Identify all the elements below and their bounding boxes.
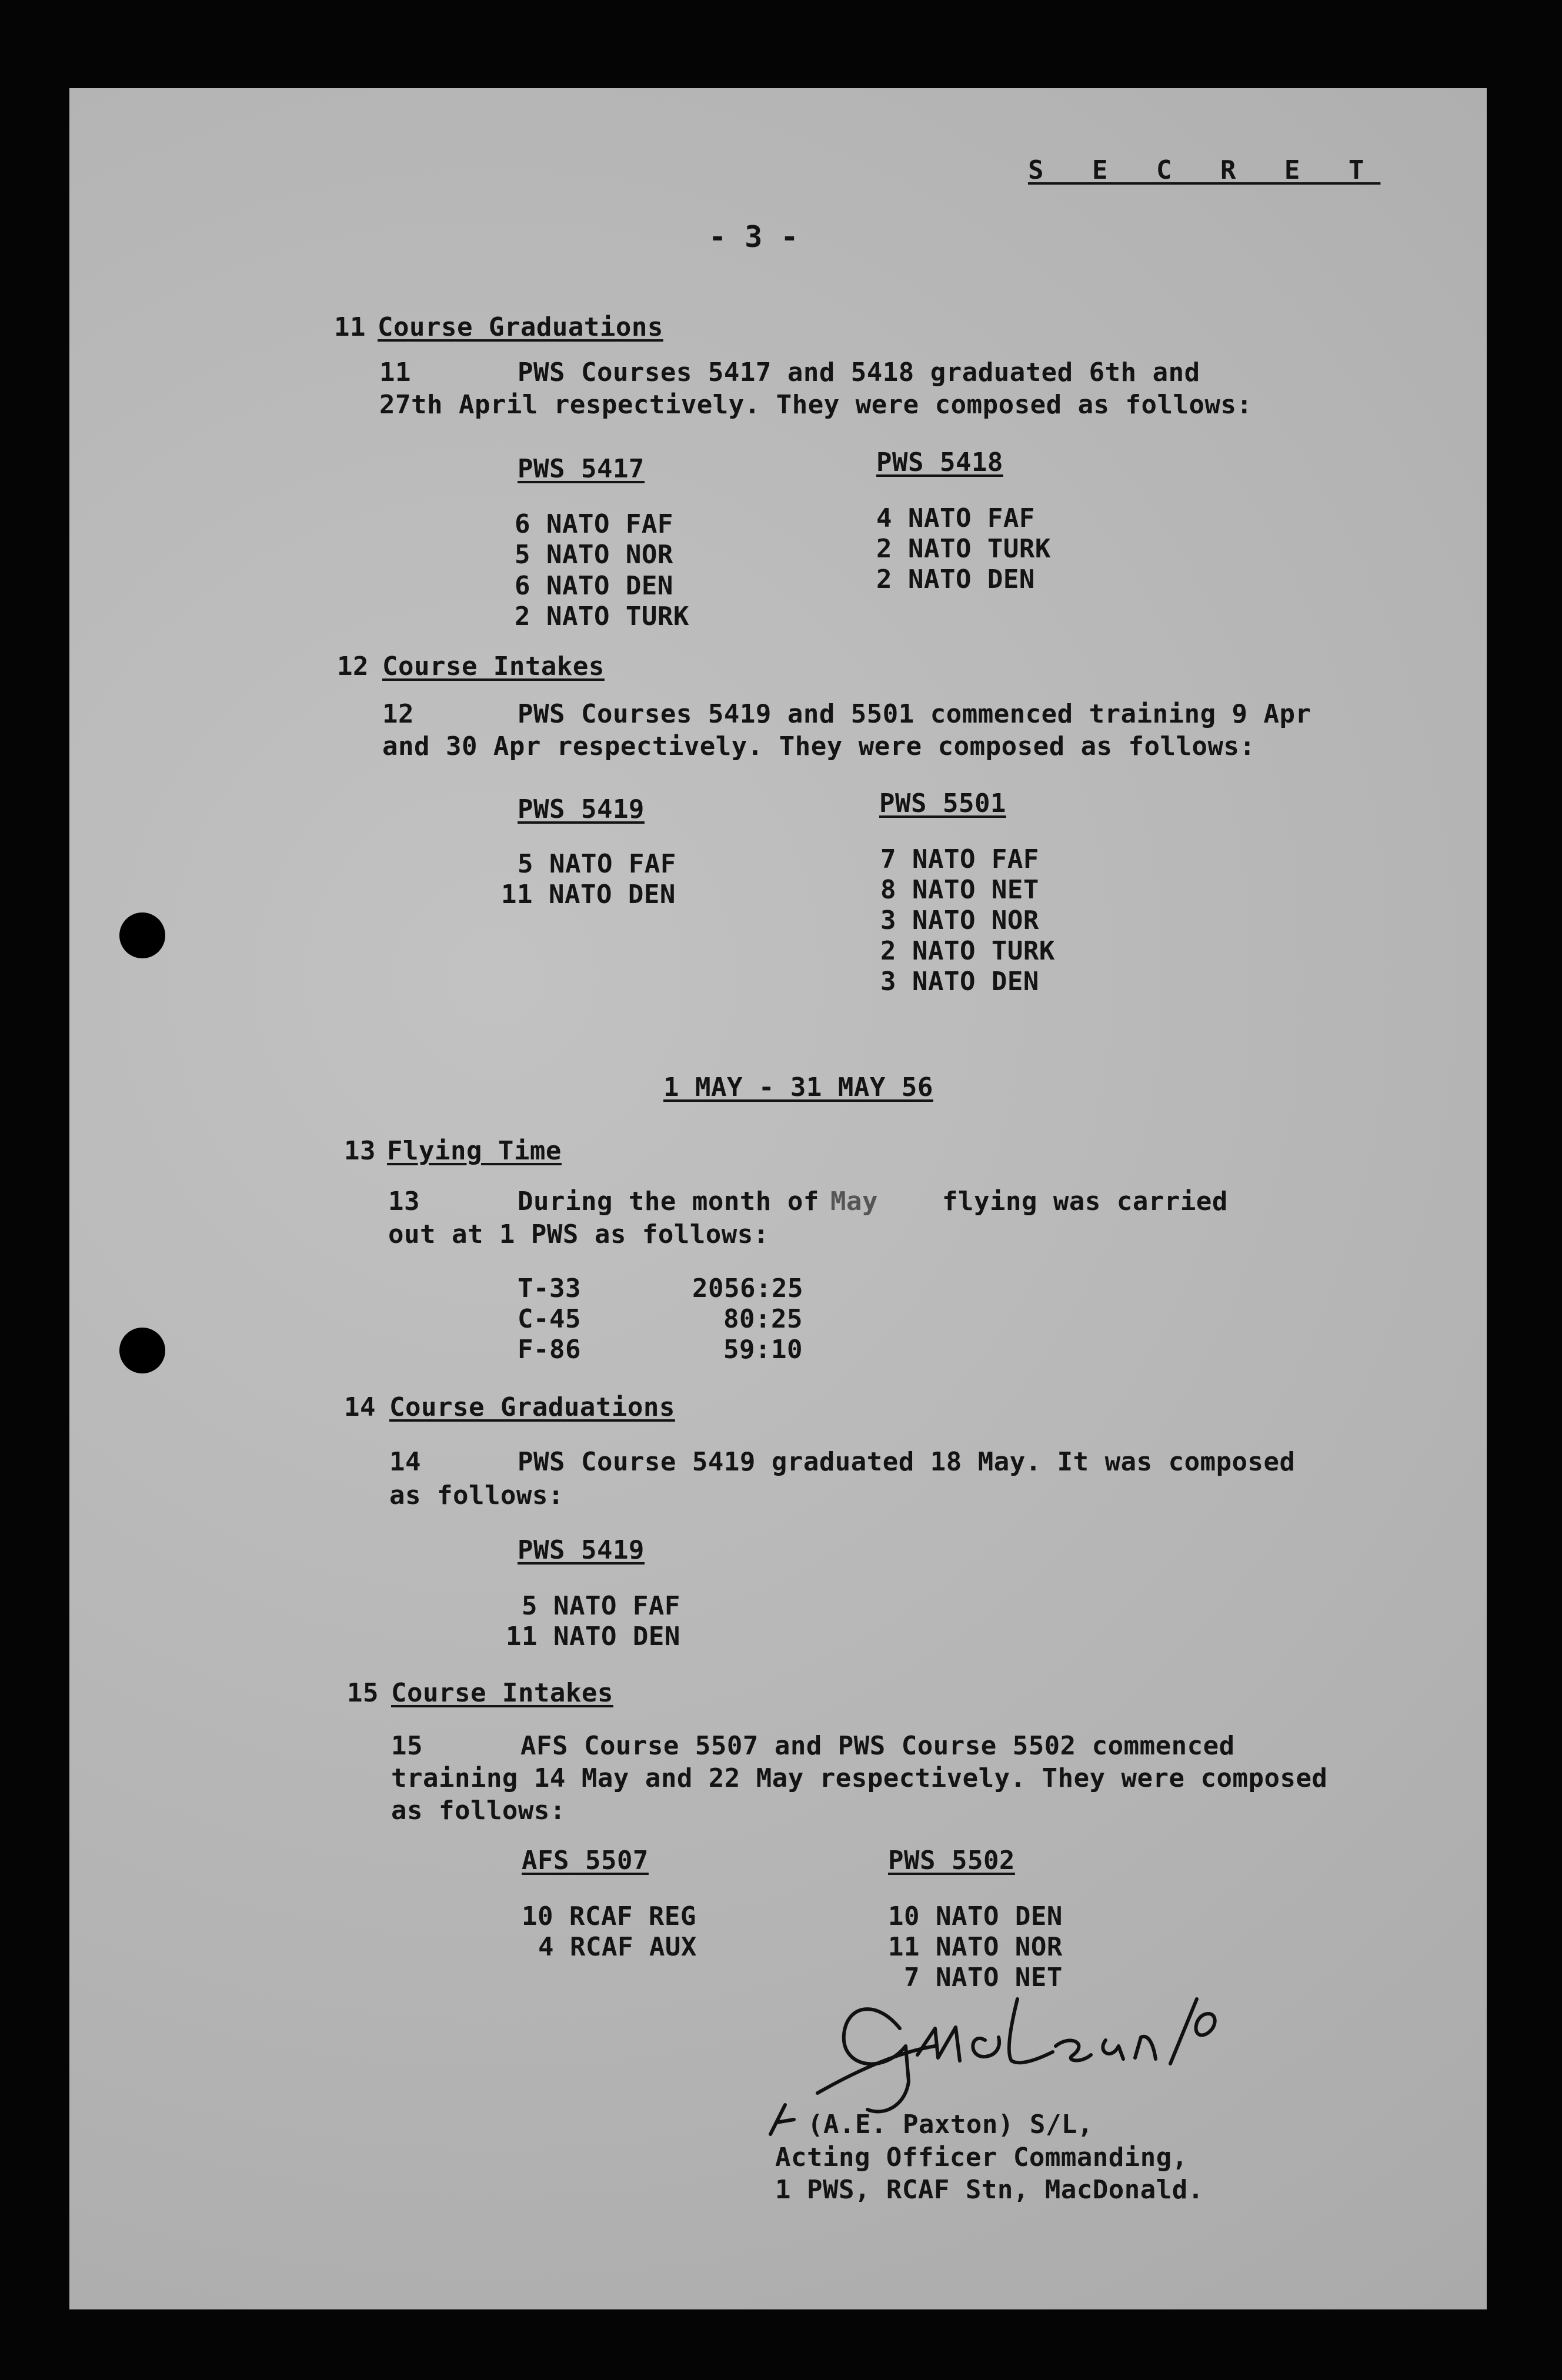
- table-title: PWS 5418: [876, 447, 1003, 477]
- table-row: 5 NATO NOR: [515, 540, 673, 570]
- section-14-number: 14: [344, 1392, 376, 1422]
- section-11-number: 11: [334, 312, 366, 342]
- section-11-heading: Course Graduations: [378, 312, 663, 342]
- flying-hours: 59:10: [723, 1335, 803, 1365]
- table-row: 8 NATO NET: [880, 875, 1039, 905]
- classification-marking: S E C R E T: [1028, 155, 1381, 185]
- section-14-heading: Course Graduations: [389, 1392, 675, 1422]
- section-13-heading: Flying Time: [387, 1136, 562, 1166]
- table-row: 5 NATO FAF: [518, 849, 676, 879]
- table-row: 4 RCAF AUX: [538, 1932, 697, 1962]
- flying-hours: 80:25: [723, 1304, 803, 1334]
- table-row: 10 NATO DEN: [888, 1901, 1063, 1931]
- table-title: PWS 5501: [879, 788, 1006, 818]
- table-title: PWS 5417: [518, 454, 645, 484]
- para-12-line1: PWS Courses 5419 and 5501 commenced training 9 Apr: [518, 699, 1311, 729]
- table-row: 11 NATO DEN: [506, 1622, 680, 1652]
- para-15-line3: as follows:: [391, 1796, 566, 1826]
- para-13-line1-month: May: [830, 1186, 878, 1216]
- para-14-line2: as follows:: [389, 1480, 564, 1510]
- para-11-line2: 27th April respectively. They were composed as follows:: [379, 390, 1253, 420]
- para-11-number: 11: [379, 357, 411, 387]
- signatory-unit: 1 PWS, RCAF Stn, MacDonald.: [775, 2175, 1204, 2205]
- table-row: 6 NATO DEN: [515, 571, 673, 601]
- table-row: 5 NATO FAF: [522, 1591, 680, 1621]
- table-row: 2 NATO DEN: [876, 564, 1035, 594]
- para-15-line2: training 14 May and 22 May respectively. They were composed: [391, 1763, 1328, 1793]
- punch-hole: [119, 912, 165, 958]
- table-row: 4 NATO FAF: [876, 503, 1035, 533]
- para-12-line2: and 30 Apr respectively. They were composed as follows:: [382, 731, 1256, 761]
- table-title: PWS 5502: [888, 1846, 1015, 1876]
- table-row: 2 NATO TURK: [876, 534, 1051, 564]
- table-row: 7 NATO NET: [904, 1963, 1063, 1993]
- table-row: 3 NATO DEN: [880, 967, 1039, 997]
- section-12-heading: Course Intakes: [382, 651, 605, 681]
- para-15-number: 15: [391, 1731, 423, 1761]
- table-row: 3 NATO NOR: [880, 905, 1039, 935]
- para-11-line1: PWS Courses 5417 and 5418 graduated 6th and: [518, 357, 1200, 387]
- section-13-number: 13: [344, 1136, 376, 1166]
- para-14-line1: PWS Course 5419 graduated 18 May. It was composed: [518, 1447, 1296, 1477]
- table-row: 11 NATO DEN: [501, 880, 676, 910]
- para-13-line1-c: flying was carried: [942, 1186, 1228, 1216]
- para-15-line1: AFS Course 5507 and PWS Course 5502 commenced: [520, 1731, 1235, 1761]
- period-heading: 1 MAY - 31 MAY 56: [663, 1072, 933, 1102]
- table-title: PWS 5419: [518, 794, 645, 824]
- page-number: - 3 -: [709, 220, 799, 254]
- table-row: 2 NATO TURK: [515, 601, 689, 631]
- para-14-number: 14: [389, 1447, 421, 1477]
- table-row: 7 NATO FAF: [880, 844, 1039, 874]
- table-row: 11 NATO NOR: [888, 1932, 1063, 1962]
- section-12-number: 12: [337, 651, 369, 681]
- signatory-name: (A.E. Paxton) S/L,: [807, 2110, 1093, 2140]
- aircraft-type: T-33: [518, 1273, 581, 1303]
- table-row: 2 NATO TURK: [880, 936, 1055, 966]
- table-row: 6 NATO FAF: [515, 509, 673, 539]
- para-13-line1-a: During the month of: [518, 1186, 819, 1216]
- para-13-line2: out at 1 PWS as follows:: [388, 1219, 769, 1249]
- table-row: 10 RCAF REG: [522, 1901, 696, 1931]
- para-12-number: 12: [382, 699, 414, 729]
- section-15-heading: Course Intakes: [391, 1678, 613, 1708]
- para-13-number: 13: [388, 1186, 420, 1216]
- punch-hole: [119, 1328, 165, 1373]
- signatory-title: Acting Officer Commanding,: [775, 2142, 1188, 2172]
- aircraft-type: F-86: [518, 1335, 581, 1365]
- aircraft-type: C-45: [518, 1304, 581, 1334]
- table-title: AFS 5507: [522, 1846, 649, 1876]
- table-title: PWS 5419: [518, 1535, 645, 1565]
- section-15-number: 15: [347, 1678, 379, 1708]
- flying-hours: 2056:25: [692, 1273, 803, 1303]
